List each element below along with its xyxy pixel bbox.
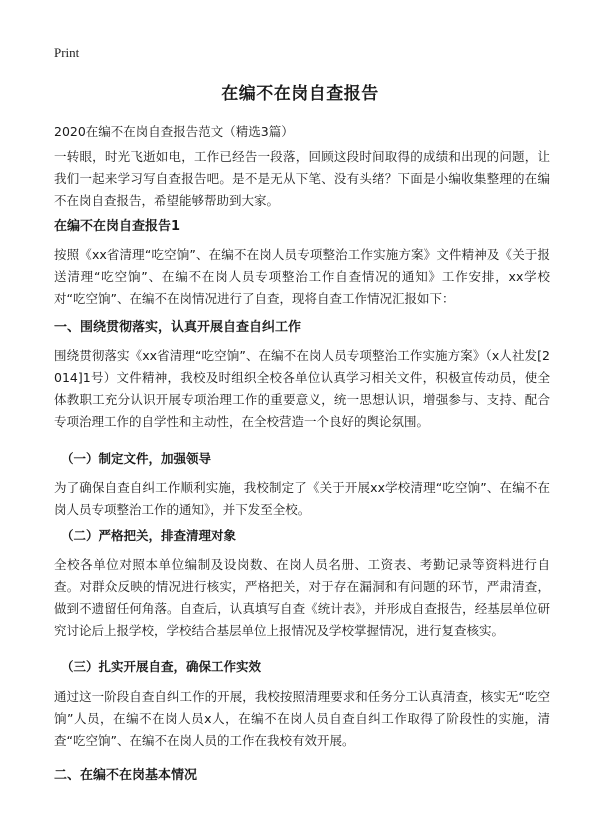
section-1-paragraph: 围绕贯彻落实《xx省清理“吃空饷”、在编不在岗人员专项整治工作实施方案》（x人社发[2014]1号）文件精神，我校及时组织全校各单位认真学习相关文件，积极宣传动员，使全体教职工充分认识开展专项治理工作的重要意义，统一思想认识，增强参与、支持、配合专项治理工作的自学性和主动性，在全校营造一个良好的舆论氛围。 [54, 348, 550, 429]
document-subtitle: 2020在编不在岗自查报告范文（精选3篇） [54, 124, 294, 139]
print-link[interactable]: Print [54, 45, 80, 60]
report-1-intro-paragraph: 按照《xx省清理“吃空饷”、在编不在岗人员专项整治工作实施方案》文件精神及《关于报送清理“吃空饷”、在编不在岗人员专项整治工作自查情况的通知》工作安排，xx学校对“吃空饷”、在编不在岗情况进行了自查，现将自查工作情况汇报如下： [54, 247, 550, 306]
page-title: 在编不在岗自查报告 [221, 84, 379, 104]
subsection-2-heading: （二）严格把关，排查清理对象 [61, 528, 237, 543]
subsection-2-paragraph: 全校各单位对照本单位编制及设岗数、在岗人员名册、工资表、考勤记录等资料进行自查。对群众反映的情况进行核实，严格把关，对于存在漏洞和有问题的环节，严肃清查，做到不遗留任何角落。自查后，认真填写自查《统计表》，并形成自查报告，经基层单位研究讨论后上报学校，学校结合基层单位上报情况及学校掌握情况，进行复查核实。 [54, 557, 550, 638]
intro-paragraph: 一转眼，时光飞逝如电，工作已经告一段落，回顾这段时间取得的成绩和出现的问题，让我们一起来学习写自查报告吧。是不是无从下笔、没有头绪？下面是小编收集整理的在编不在岗自查报告，希望能够帮助到大家。 [54, 149, 550, 208]
section-2-heading: 二、在编不在岗基本情况 [54, 768, 198, 783]
report-1-heading: 在编不在岗自查报告1 [54, 219, 181, 234]
subsection-3-heading: （三）扎实开展自查，确保工作实效 [61, 659, 262, 674]
subsection-1-heading: （一）制定文件，加强领导 [61, 451, 212, 466]
subsection-1-paragraph: 为了确保自查自纠工作顺利实施，我校制定了《关于开展xx学校清理“吃空饷”、在编不在岗人员专项整治工作的通知》，并下发至全校。 [54, 480, 550, 517]
subsection-3-paragraph: 通过这一阶段自查自纠工作的开展，我校按照清理要求和任务分工认真清查，核实无“吃空饷”人员，在编不在岗人员x人，在编不在岗人员自查自纠工作取得了阶段性的实施，清查“吃空饷”、在编不在岗人员的工作在我校有效开展。 [54, 689, 550, 748]
section-1-heading: 一、围绕贯彻落实，认真开展自查自纠工作 [54, 320, 302, 335]
